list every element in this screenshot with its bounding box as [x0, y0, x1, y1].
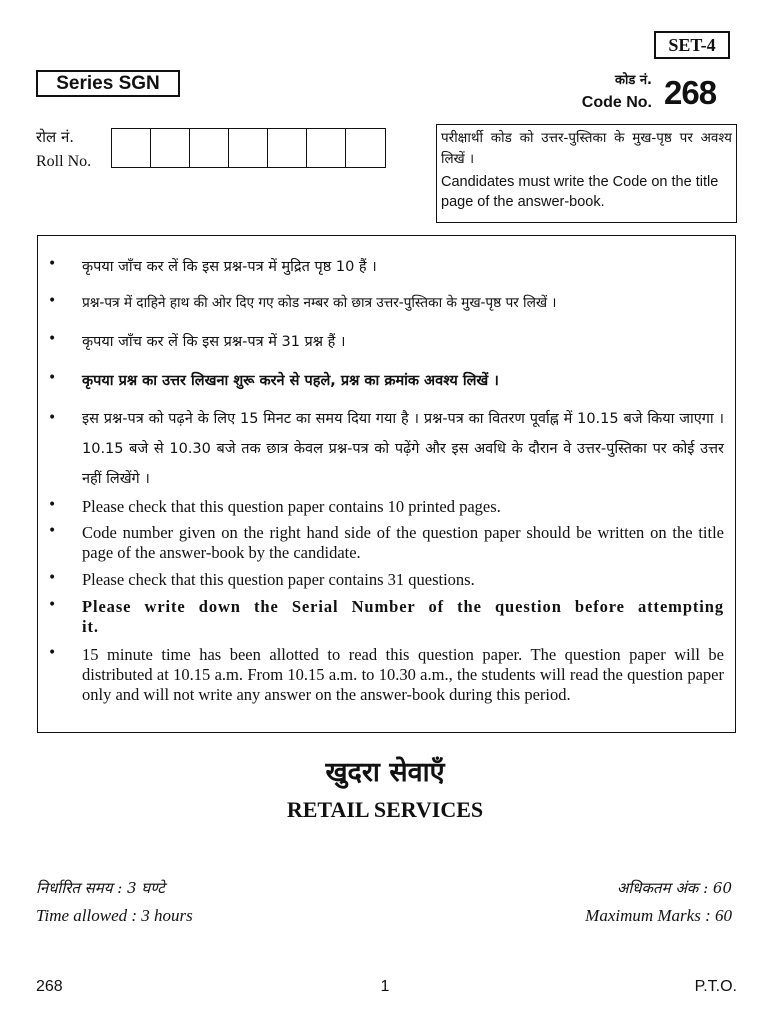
instruction-hi-reading-time: इस प्रश्न-पत्र को पढ़ने के लिए 15 मिनट का समय दिया गया है । प्रश्न-पत्र का वितरण पूर्वाह्न में 10.15 बजे किया जाएगा । 10.15 बजे से 10.30 बजे तक छात्र केवल प्रश्न-पत्र को पढ़ेंगे और इस अवधि के दौरान वे उत्तर-पुस्तिका पर कोई उत्तर नहीं लिखेंगे ।: [82, 411, 724, 487]
instruction-hi-pages: कृपया जाँच कर लें कि इस प्रश्न-पत्र में मुद्रित पृष्ठ 10 हैं ।: [82, 259, 377, 275]
instruction-hi-code: प्रश्न-पत्र में दाहिने हाथ की ओर दिए गए कोड नम्बर को छात्र उत्तर-पुस्तिका के मुख-पृष्ठ पर लिखें ।: [82, 295, 557, 311]
subject-title-hindi: खुदरा सेवाएँ: [325, 757, 445, 788]
instruction-en-reading-time: 15 minute time has been allotted to read this question paper. The question paper will be distributed at 10.15 a.m. From 10.15 a.m. to 10.30 a.m., the students will read the question paper only and will not write any answer on the answer-book during this period.: [82, 645, 724, 704]
bullet: •: [48, 370, 57, 386]
instruction-en-pages: Please check that this question paper contains 10 printed pages.: [82, 497, 501, 516]
time-allowed-english: Time allowed : 3 hours: [36, 906, 193, 925]
subject-title-english: RETAIL SERVICES: [286, 797, 484, 822]
please-turn-over: P.T.O.: [694, 978, 737, 995]
instruction-en-code: Code number given on the right hand side of the question paper should be written on the title page of the answer-book by the candidate.: [82, 523, 724, 562]
bullet: •: [48, 523, 57, 539]
roll-label-hindi: रोल नं.: [36, 128, 75, 146]
roll-digit-box[interactable]: [112, 129, 151, 167]
footer-code: 268: [36, 978, 63, 995]
roll-digit-box[interactable]: [268, 129, 307, 167]
set-label: SET-4: [654, 31, 730, 59]
roll-digit-box[interactable]: [346, 129, 385, 167]
instruction-en-serial: Please write down the Serial Number of the question before attempting it.: [82, 597, 724, 636]
candidate-note-english: Candidates must write the Code on the title page of the answer-book.: [441, 174, 719, 210]
code-label-hindi: कोड नं.: [615, 73, 652, 88]
roll-digit-box[interactable]: [151, 129, 190, 167]
roll-digit-box[interactable]: [307, 129, 346, 167]
page-number: 1: [380, 978, 390, 995]
series-label: Series SGN: [36, 70, 180, 97]
instructions-box: [37, 235, 736, 733]
bullet: •: [48, 410, 57, 426]
bullet: •: [48, 645, 57, 661]
roll-digit-box[interactable]: [190, 129, 229, 167]
code-number: 268: [664, 74, 717, 111]
time-allowed-hindi: निर्धारित समय : 3 घण्टे: [36, 879, 165, 897]
candidate-code-note: [436, 124, 737, 223]
bullet: •: [48, 293, 57, 309]
instruction-hi-serial: कृपया प्रश्न का उत्तर लिखना शुरू करने से पहले, प्रश्न का क्रमांक अवश्य लिखें ।: [82, 373, 499, 389]
roll-digit-box[interactable]: [229, 129, 268, 167]
roll-number-boxes[interactable]: [111, 128, 386, 168]
bullet: •: [48, 570, 57, 586]
maximum-marks-hindi: अधिकतम अंक : 60: [616, 879, 732, 897]
candidate-note-hindi: परीक्षार्थी कोड को उत्तर-पुस्तिका के मुख-पृष्ठ पर अवश्य लिखें ।: [441, 130, 732, 167]
bullet: •: [48, 256, 57, 272]
code-label-english: Code No.: [581, 94, 652, 111]
bullet: •: [48, 597, 57, 613]
maximum-marks-english: Maximum Marks : 60: [585, 906, 732, 925]
instruction-en-questions: Please check that this question paper contains 31 questions.: [82, 570, 475, 589]
roll-label-english: Roll No.: [36, 153, 92, 170]
instruction-hi-questions: कृपया जाँच कर लें कि इस प्रश्न-पत्र में 31 प्रश्न हैं ।: [82, 334, 346, 350]
bullet: •: [48, 497, 57, 513]
bullet: •: [48, 331, 57, 347]
